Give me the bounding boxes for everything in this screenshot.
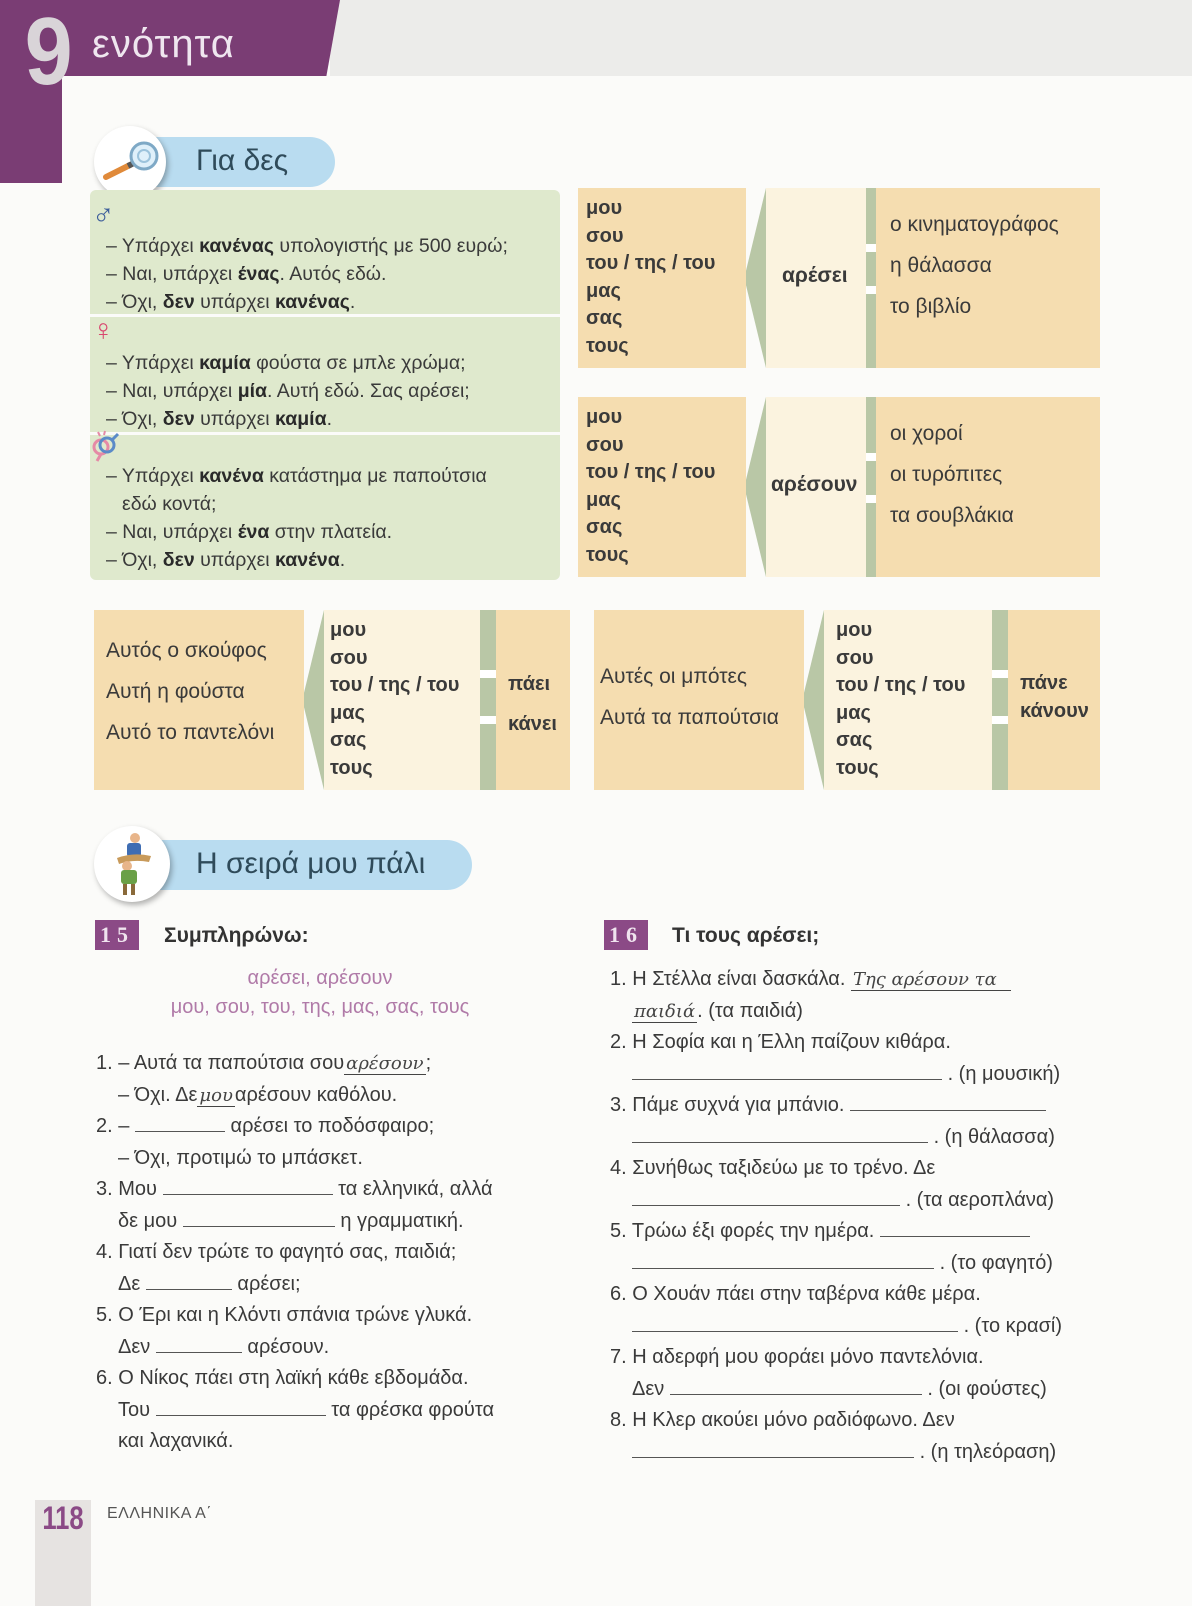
exercise-line: . (τα αεροπλάνα) bbox=[610, 1185, 1062, 1217]
exercise-line: 2. – αρέσει το ποδόσφαιρο; bbox=[96, 1111, 494, 1143]
magnifier-icon bbox=[94, 126, 166, 198]
subject-list: Αυτές οι μπότες Αυτά τα παπούτσια bbox=[600, 665, 779, 729]
answer-blank[interactable] bbox=[632, 1060, 942, 1080]
answer-blank[interactable] bbox=[632, 1438, 914, 1458]
example-line: – Υπάρχει κανένα κατάστημα με παπούτσια bbox=[106, 465, 487, 487]
exercise-16-items bbox=[610, 964, 1062, 1468]
answer-blank[interactable] bbox=[183, 1207, 335, 1227]
example-line: – Όχι, δεν υπάρχει κανένα. bbox=[106, 549, 346, 571]
answer-blank[interactable] bbox=[670, 1375, 922, 1395]
exercise-16-badge: 16 bbox=[604, 920, 648, 950]
exercise-line: . (η θάλασσα) bbox=[610, 1122, 1062, 1154]
example-line: – Όχι, δεν υπάρχει κανένας. bbox=[106, 291, 356, 313]
table-aresei bbox=[578, 188, 1100, 368]
exercise-line: . (το φαγητό) bbox=[610, 1248, 1062, 1280]
example-line: – Ναι, υπάρχει μία. Αυτή εδώ. Σας αρέσει; bbox=[106, 380, 470, 402]
exercise-line: Δε αρέσει; bbox=[96, 1269, 494, 1301]
exercise-line: 4. Γιατί δεν τρώτε το φαγητό σας, παιδιά; bbox=[96, 1241, 457, 1263]
noun-list: ο κινηματογράφος η θάλασσα το βιβλίο bbox=[890, 213, 1059, 318]
verb-list: πάνε κάνουν bbox=[1020, 672, 1089, 722]
example-line: εδώ κοντά; bbox=[122, 493, 217, 515]
example-line: – Όχι, δεν υπάρχει καμία. bbox=[106, 408, 333, 430]
exercise-line: 4. Συνήθως ταξιδεύω με το τρένο. Δε bbox=[610, 1157, 936, 1179]
answer-blank[interactable] bbox=[632, 1186, 900, 1206]
exercise-line: – Όχι, προτιμώ το μπάσκετ. bbox=[118, 1146, 363, 1169]
chevron-shape bbox=[746, 188, 766, 368]
example-line: – Ναι, υπάρχει ένας. Αυτός εδώ. bbox=[106, 263, 387, 285]
table-singular-suits bbox=[94, 610, 570, 790]
unit-number: 9 bbox=[24, 0, 73, 105]
female-symbol-icon: ♀ bbox=[92, 314, 115, 347]
exercise-line: 6. Ο Νίκος πάει στη λαϊκή κάθε εβδομάδα. bbox=[96, 1367, 469, 1389]
pronoun-list: μου σου του / της / του μας σας τους bbox=[836, 619, 966, 779]
exercise-line: 1. Η Στέλλα είναι δασκάλα. Της αρέσουν τα bbox=[610, 964, 1062, 996]
answer-blank[interactable] bbox=[156, 1396, 326, 1416]
header-grey-band bbox=[330, 0, 1192, 76]
exercise-line: . (το κρασί) bbox=[610, 1311, 1062, 1343]
answer-blank[interactable] bbox=[156, 1333, 242, 1353]
handwritten-answer: παιδιά bbox=[634, 1000, 696, 1022]
verb-label: αρέσει bbox=[782, 264, 848, 287]
word-bank: αρέσει, αρέσουν μου, σου, του, της, μας, σας, τους bbox=[170, 967, 470, 1018]
handwritten-answer: μου bbox=[199, 1084, 233, 1106]
exercise-line: 8. Η Κλερ ακούει μόνο ραδιόφωνο. Δεν bbox=[610, 1409, 955, 1431]
example-line: – Υπάρχει κανένας υπολογιστής με 500 ευρώ; bbox=[106, 235, 508, 257]
answer-blank[interactable] bbox=[146, 1270, 232, 1290]
exercise-line: 1. – Αυτά τα παπούτσια σου αρέσουν ; bbox=[96, 1052, 432, 1074]
exercise-line: 3. Μου τα ελληνικά, αλλά bbox=[96, 1174, 494, 1206]
pronoun-list: μου σου του / της / του μας σας τους bbox=[330, 619, 460, 779]
table-plural-suits bbox=[594, 610, 1100, 790]
answer-blank[interactable] bbox=[880, 1217, 1030, 1237]
verb-label: αρέσουν bbox=[771, 473, 858, 496]
exercise-line: . (η μουσική) bbox=[610, 1059, 1062, 1091]
exercise-line: 3. Πάμε συχνά για μπάνιο. bbox=[610, 1090, 1062, 1122]
exercise-line: 5. Ο Έρι και η Κλόντι σπάνια τρώνε γλυκά. bbox=[96, 1304, 473, 1326]
page-number: 118 bbox=[42, 1500, 84, 1536]
exercise-15-items bbox=[96, 1048, 494, 1458]
exercise-15-badge: 15 bbox=[95, 920, 139, 950]
verb-list: πάει κάνει bbox=[508, 673, 557, 735]
example-line: – Υπάρχει καμία φούστα σε μπλε χρώμα; bbox=[106, 352, 466, 374]
see-section-title: Για δες bbox=[196, 144, 289, 177]
chevron-shape bbox=[804, 610, 824, 790]
neuter-examples bbox=[106, 462, 487, 574]
exercise-line: και λαχανικά. bbox=[118, 1430, 234, 1452]
unit-title: ενότητα bbox=[92, 22, 235, 66]
leapfrog-icon bbox=[94, 826, 170, 902]
chevron-shape bbox=[746, 397, 766, 577]
exercise-line: 2. Η Σοφία και η Έλλη παίζουν κιθάρα. bbox=[610, 1031, 951, 1053]
exercise-line: Δεν . (οι φούστες) bbox=[610, 1374, 1062, 1406]
exercise-line: . (η τηλεόραση) bbox=[610, 1437, 1062, 1469]
exercise-line: δε μου η γραμματική. bbox=[96, 1206, 494, 1238]
exercise-15-title: Συμπληρώνω: bbox=[164, 924, 309, 947]
example-line: – Ναι, υπάρχει ένα στην πλατεία. bbox=[106, 521, 393, 543]
exercise-line: παιδιά . (τα παιδιά) bbox=[634, 999, 803, 1022]
exercise-line: – Όχι. Δε μου αρέσουν καθόλου. bbox=[118, 1083, 398, 1106]
answer-blank[interactable] bbox=[163, 1175, 333, 1195]
exercise-line: 5. Τρώω έξι φορές την ημέρα. bbox=[610, 1216, 1062, 1248]
answer-blank[interactable] bbox=[632, 1123, 928, 1143]
subject-list: Αυτός ο σκούφος Αυτή η φούστα Αυτό το παντελόνι bbox=[106, 639, 275, 744]
male-symbol-icon: ♂ bbox=[92, 198, 115, 231]
exercise-16-title: Τι τους αρέσει; bbox=[672, 924, 820, 947]
chevron-shape bbox=[304, 610, 324, 790]
exercise-line: Δεν αρέσουν. bbox=[96, 1332, 494, 1364]
pronoun-list: μου σου του / της / του μας σας τους bbox=[586, 406, 716, 566]
handwritten-answer: αρέσουν bbox=[346, 1053, 424, 1074]
book-title: ΕΛΛΗΝΙΚΑ Α΄ bbox=[107, 1505, 213, 1522]
answer-blank[interactable] bbox=[632, 1249, 934, 1269]
masculine-examples bbox=[106, 232, 508, 316]
answer-blank[interactable] bbox=[850, 1091, 1046, 1111]
feminine-examples bbox=[106, 349, 470, 433]
exercise-line: 7. Η αδερφή μου φοράει μόνο παντελόνια. bbox=[610, 1346, 984, 1368]
exercise-line: 6. Ο Χουάν πάει στην ταβέρνα κάθε μέρα. bbox=[610, 1283, 981, 1305]
pronoun-list: μου σου του / της / του μας σας τους bbox=[586, 197, 716, 357]
answer-blank[interactable] bbox=[135, 1112, 225, 1132]
noun-list: οι χοροί οι τυρόπιτες τα σουβλάκια bbox=[890, 422, 1014, 527]
exercise-line: Του τα φρέσκα φρούτα bbox=[96, 1395, 494, 1427]
handwritten-answer: Της αρέσουν τα bbox=[851, 969, 1011, 991]
answer-blank[interactable] bbox=[632, 1312, 958, 1332]
table-aresoun bbox=[578, 397, 1100, 577]
my-turn-title: Η σειρά μου πάλι bbox=[196, 847, 426, 880]
